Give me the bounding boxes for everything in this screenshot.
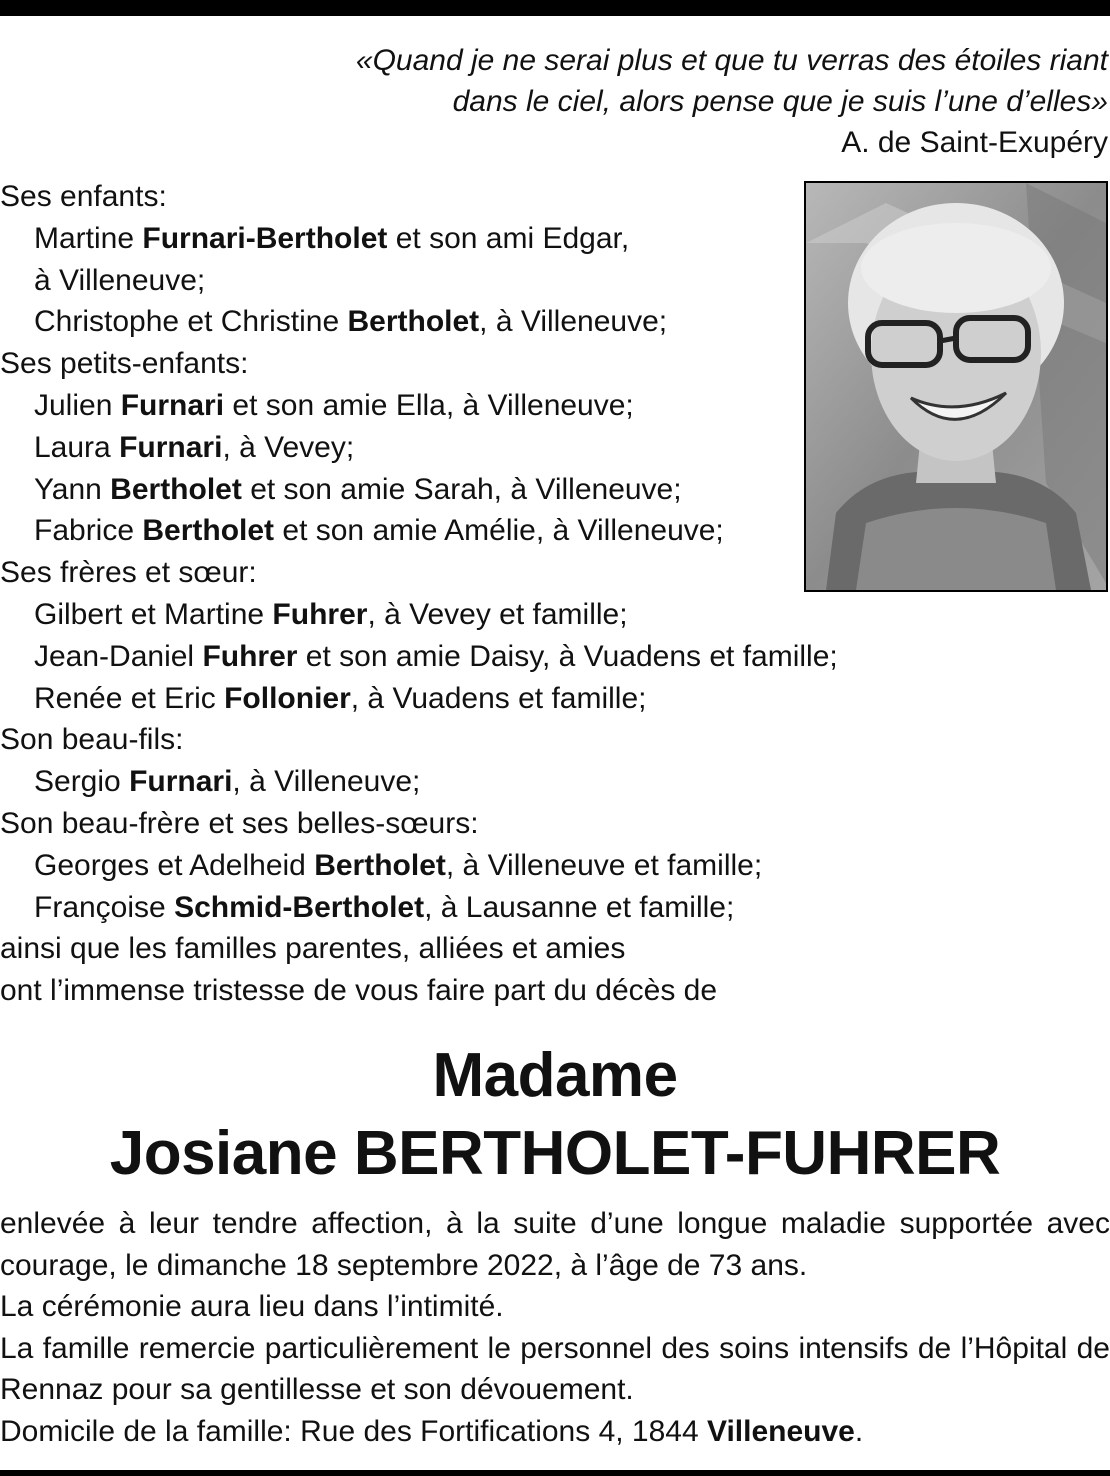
family-heading: Ses petits-enfants: xyxy=(0,347,249,381)
bottom-rule xyxy=(0,1470,1110,1476)
family-entry: Martine Furnari-Bertholet et son ami Edgar, xyxy=(34,221,630,255)
deceased-title: Madame xyxy=(432,1041,678,1110)
top-rule xyxy=(0,0,1110,16)
family-entry: Laura Furnari, à Vevey; xyxy=(34,430,355,464)
deceased-name: Josiane BERTHOLET-FUHRER xyxy=(109,1119,1001,1188)
family-entry: Georges et Adelheid Bertholet, à Villeneuve et famille; xyxy=(34,848,763,882)
announcement-paragraph: La famille remercie particulièrement le personnel des soins intensifs de l’Hôpital de Rennaz pour sa gentillesse et son dévouement. xyxy=(0,1331,1110,1406)
family-entry: à Villeneuve; xyxy=(34,263,206,297)
announcement-paragraph: La cérémonie aura lieu dans l’intimité. xyxy=(0,1290,504,1323)
family-entry: Julien Furnari et son amie Ella, à Villeneuve; xyxy=(34,388,634,422)
address-city: Villeneuve xyxy=(707,1414,855,1448)
deceased-name-block xyxy=(0,1037,1110,1193)
family-entry: Gilbert et Martine Fuhrer, à Vevey et famille; xyxy=(34,597,628,631)
quote-author: A. de Saint-Exupéry xyxy=(841,126,1108,159)
epigraph-quote xyxy=(356,40,1108,163)
family-address: Domicile de la famille: Rue des Fortifications 4, 1844 Villeneuve. xyxy=(0,1414,864,1448)
announcement-text xyxy=(0,1203,1110,1452)
family-entry: Françoise Schmid-Bertholet, à Lausanne et famille; xyxy=(34,890,735,924)
family-closing: ainsi que les familles parentes, alliées et amies xyxy=(0,932,626,966)
family-entry: Fabrice Bertholet et son amie Amélie, à Villeneuve; xyxy=(34,514,724,548)
family-entry: Yann Bertholet et son amie Sarah, à Villeneuve; xyxy=(34,472,682,506)
quote-line: dans le ciel, alors pense que je suis l’une d’elles» xyxy=(452,85,1108,118)
family-entry: Renée et Eric Follonier, à Vuadens et famille; xyxy=(34,681,647,715)
family-heading: Ses frères et sœur: xyxy=(0,556,257,590)
family-entry: Jean-Daniel Fuhrer et son amie Daisy, à Vuadens et famille; xyxy=(34,639,838,673)
quote-line: «Quand je ne serai plus et que tu verras des étoiles riant xyxy=(355,44,1108,77)
family-entry: Christophe et Christine Bertholet, à Villeneuve; xyxy=(34,305,668,339)
family-heading: Son beau-frère et ses belles-sœurs: xyxy=(0,806,479,840)
announcement-paragraph: enlevée à leur tendre affection, à la suite d’une longue maladie supportée avec courage, le dimanche 18 septembre 2022, à l’âge de 73 ans. xyxy=(0,1207,1110,1282)
family-heading: Son beau-fils: xyxy=(0,723,184,757)
family-entry: Sergio Furnari, à Villeneuve; xyxy=(34,765,421,799)
family-closing: ont l’immense tristesse de vous faire part du décès de xyxy=(0,974,718,1008)
family-heading: Ses enfants: xyxy=(0,180,167,213)
family-list xyxy=(0,176,1110,1012)
